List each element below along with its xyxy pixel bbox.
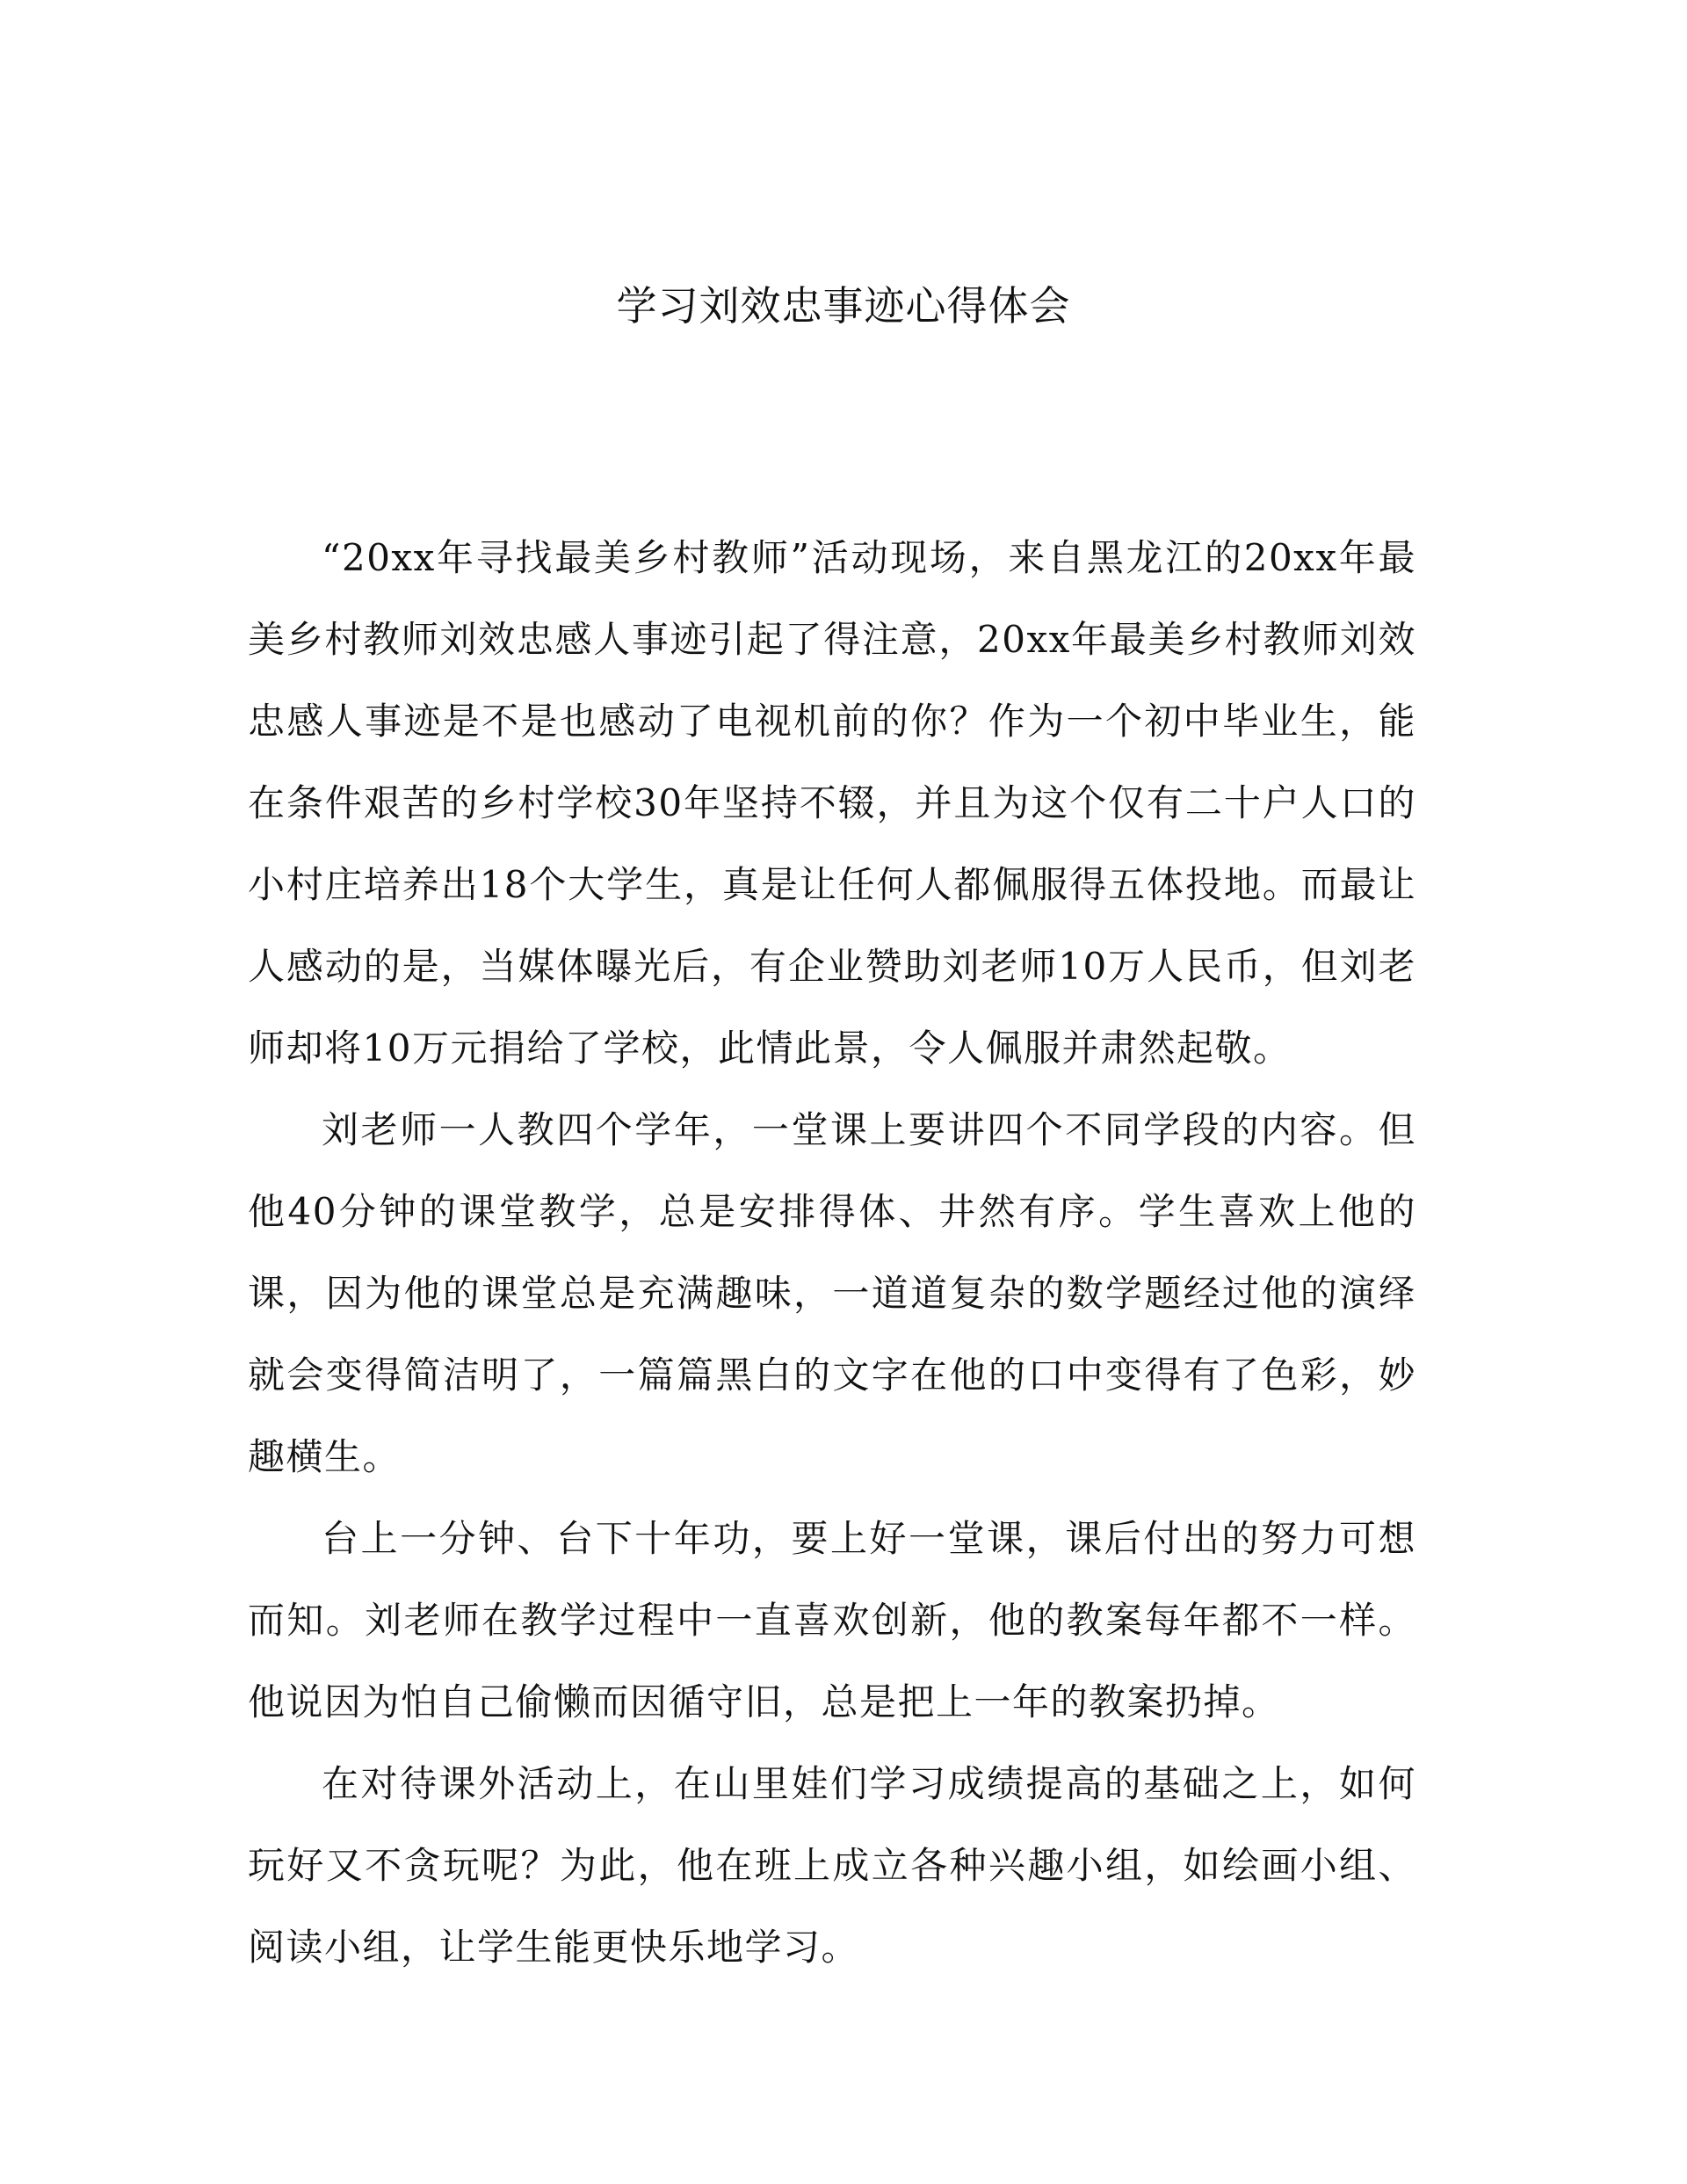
paragraph-4: 在对待课外活动上，在山里娃们学习成绩提高的基础之上，如何玩好又不贪玩呢？为此，他在班上成立各种兴趣小组，如绘画小组、阅读小组，让学生能更快乐地学习。 — [248, 1762, 1416, 1969]
paragraph-1: “20xx年寻找最美乡村教师”活动现场，来自黑龙江的20xx年最美乡村教师刘效忠感人事迹引起了得注意，20xx年最美乡村教师刘效忠感人事迹是不是也感动了电视机前的你？作为一个初中毕业生，能在条件艰苦的乡村学校30年坚持不辍，并且为这个仅有二十户人口的小村庄培养出18个大学生，真是让任何人都佩服得五体投地。而最让人感动的是，当媒体曝光后，有企业赞助刘老师10万人民币，但刘老师却将10万元捐给了学校，此情此景，令人佩服并肃然起敬。 — [248, 536, 1416, 1070]
paragraph-2: 刘老师一人教四个学年，一堂课上要讲四个不同学段的内容。但他40分钟的课堂教学，总是安排得体、井然有序。学生喜欢上他的课，因为他的课堂总是充满趣味，一道道复杂的数学题经过他的演绎就会变得简洁明了，一篇篇黑白的文字在他的口中变得有了色彩，妙趣横生。 — [248, 1108, 1416, 1478]
document-title: 学习刘效忠事迹心得体会 — [616, 282, 1071, 330]
paragraph-3: 台上一分钟、台下十年功，要上好一堂课，课后付出的努力可想而知。刘老师在教学过程中一直喜欢创新，他的教案每年都不一样。他说因为怕自己偷懒而因循守旧，总是把上一年的教案扔掉。 — [248, 1517, 1416, 1723]
document-body — [248, 517, 1416, 1988]
